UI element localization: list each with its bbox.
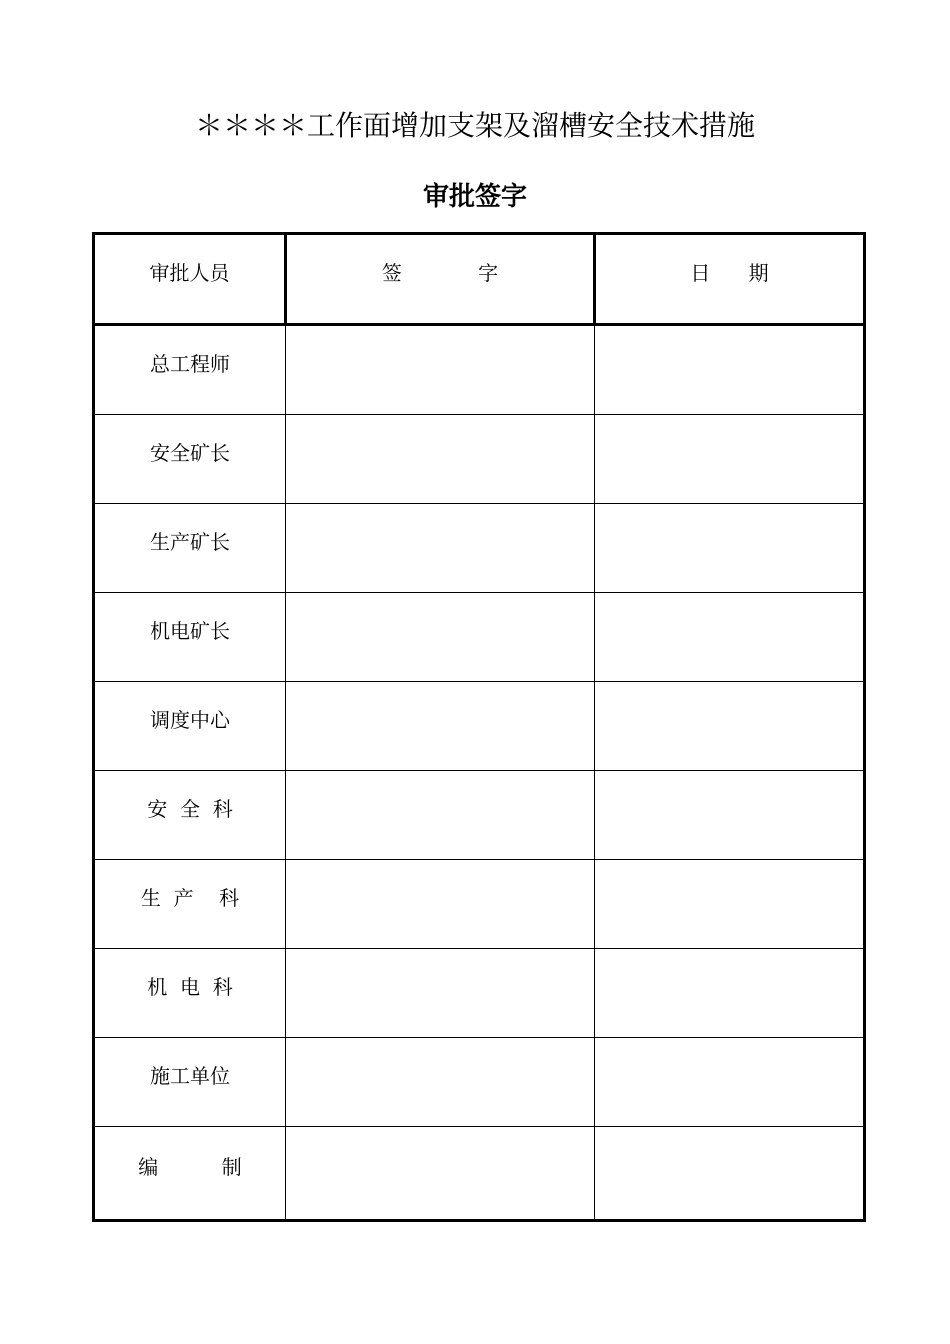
table-row — [94, 949, 865, 1038]
document-subtitle: 审批签字 — [422, 182, 527, 212]
table-row — [94, 860, 865, 949]
date-cell[interactable] — [595, 593, 865, 682]
header-signature: 签 字 — [286, 234, 595, 325]
date-cell[interactable] — [595, 682, 865, 771]
date-cell[interactable] — [595, 504, 865, 593]
signature-cell[interactable] — [286, 860, 595, 949]
signature-cell[interactable] — [286, 504, 595, 593]
table-row — [94, 325, 865, 415]
signature-cell[interactable] — [286, 771, 595, 860]
approver-role-cell: 生 产 科 — [94, 860, 286, 949]
table-row — [94, 771, 865, 860]
table-row — [94, 593, 865, 682]
signature-cell[interactable] — [286, 593, 595, 682]
approver-role-cell: 施工单位 — [94, 1038, 286, 1127]
approver-role-cell: 编 制 — [94, 1127, 286, 1221]
date-cell[interactable] — [595, 860, 865, 949]
approval-signature-table — [92, 232, 866, 1222]
date-cell[interactable] — [595, 949, 865, 1038]
header-approver: 审批人员 — [94, 234, 286, 325]
approver-role-cell: 生产矿长 — [94, 504, 286, 593]
signature-cell[interactable] — [286, 1038, 595, 1127]
approver-role-cell: 机 电 科 — [94, 949, 286, 1038]
table-row — [94, 504, 865, 593]
approver-role-cell: 机电矿长 — [94, 593, 286, 682]
signature-cell[interactable] — [286, 682, 595, 771]
signature-cell[interactable] — [286, 949, 595, 1038]
date-cell[interactable] — [595, 1038, 865, 1127]
document-title: ＊＊＊＊工作面增加支架及溜槽安全技术措施 — [194, 109, 755, 142]
approver-role-cell: 总工程师 — [94, 325, 286, 415]
date-cell[interactable] — [595, 415, 865, 504]
date-cell[interactable] — [595, 771, 865, 860]
approver-role-cell: 安 全 科 — [94, 771, 286, 860]
date-cell[interactable] — [595, 1127, 865, 1221]
approver-role-cell: 安全矿长 — [94, 415, 286, 504]
table-row — [94, 415, 865, 504]
table-row — [94, 682, 865, 771]
header-date: 日 期 — [595, 234, 865, 325]
date-cell[interactable] — [595, 325, 865, 415]
signature-cell[interactable] — [286, 1127, 595, 1221]
signature-cell[interactable] — [286, 415, 595, 504]
table-row — [94, 1038, 865, 1127]
signature-cell[interactable] — [286, 325, 595, 415]
approver-role-cell: 调度中心 — [94, 682, 286, 771]
table-row — [94, 1127, 865, 1221]
table-header-row — [94, 234, 865, 325]
